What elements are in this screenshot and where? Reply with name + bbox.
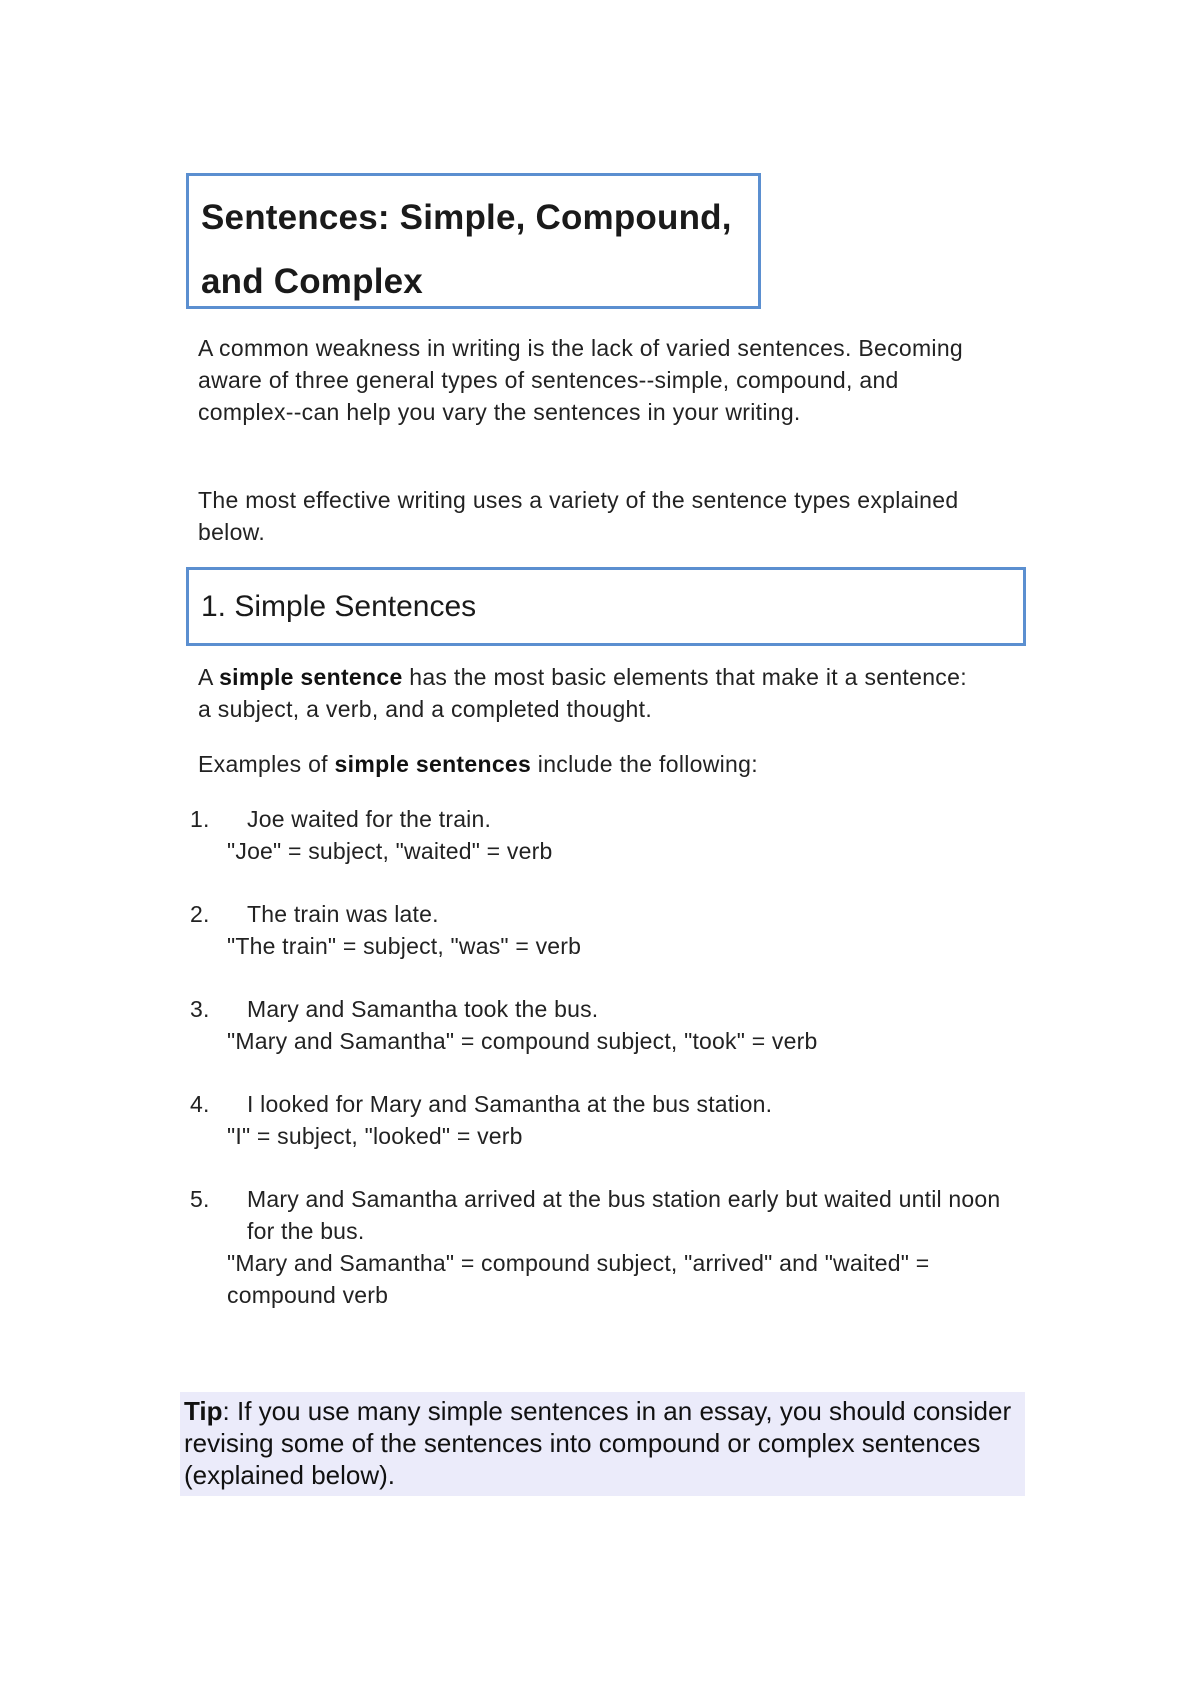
example-analysis: "Mary and Samantha" = compound subject, "arrived" and "waited" = compound verb: [227, 1250, 930, 1308]
list-item: [190, 1183, 1020, 1311]
tip-label: Tip: [184, 1396, 223, 1426]
list-item-number: 4.: [190, 1091, 210, 1117]
examples-rest: include the following:: [531, 751, 758, 777]
list-item-number: 1.: [190, 806, 210, 832]
page-title: [201, 186, 758, 314]
section-heading: 1. Simple Sentences: [201, 590, 477, 623]
example-sentence: Mary and Samantha took the bus.: [247, 996, 599, 1022]
list-item: [190, 803, 1020, 867]
example-analysis: "I" = subject, "looked" = verb: [227, 1123, 523, 1149]
title-box: [186, 173, 761, 309]
list-item: [190, 1088, 1020, 1152]
simple-sentence-definition: [198, 661, 978, 725]
example-sentence: The train was late.: [247, 901, 439, 927]
example-sentence: Joe waited for the train.: [247, 806, 492, 832]
examples-intro: [198, 748, 978, 780]
examples-prefix: Examples of: [198, 751, 335, 777]
example-analysis: "Mary and Samantha" = compound subject, "took" = verb: [227, 1028, 818, 1054]
definition-prefix: A: [198, 664, 220, 690]
page-title-line1: Sentences: Simple, Compound,: [201, 198, 732, 237]
list-item-number: 5.: [190, 1186, 210, 1212]
example-analysis: "The train" = subject, "was" = verb: [227, 933, 582, 959]
example-sentence: Mary and Samantha arrived at the bus station early but waited until noon for the bus.: [247, 1186, 1001, 1244]
tip-box: [180, 1392, 1025, 1496]
list-item: [190, 898, 1020, 962]
section-heading-box: [186, 567, 1026, 646]
list-item-number: 3.: [190, 996, 210, 1022]
definition-term: simple sentence: [219, 664, 403, 690]
list-item: [190, 993, 1020, 1057]
example-analysis: "Joe" = subject, "waited" = verb: [227, 838, 553, 864]
intro-paragraph-1: A common weakness in writing is the lack of varied sentences. Becoming aware of three general types of sentences--simple, compound, and complex--can help you vary the sentences in your writing.: [198, 335, 964, 425]
definition-rest: has the most basic elements that make it a sentence: a subject, a verb, and a completed thought.: [198, 664, 967, 722]
examples-term: simple sentences: [334, 751, 532, 777]
page-title-line2: and Complex: [201, 262, 423, 301]
examples-list: [190, 803, 1020, 1342]
list-item-number: 2.: [190, 901, 210, 927]
example-sentence: I looked for Mary and Samantha at the bus station.: [247, 1091, 773, 1117]
tip-text: : If you use many simple sentences in an essay, you should consider revising some of the sentences into compound or complex sentences (explained below).: [184, 1396, 1012, 1490]
intro-paragraph-2: The most effective writing uses a variety of the sentence types explained below.: [198, 487, 959, 545]
